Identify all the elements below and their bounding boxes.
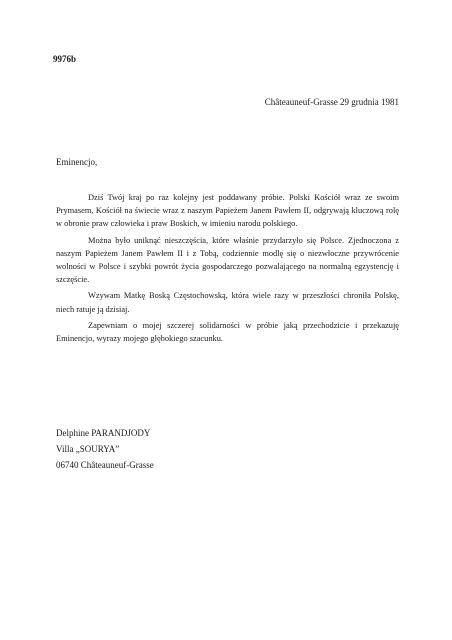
paragraph: Zapewniam o mojej szczerej solidarności w próbie jaką przechodzicie i przekazuję Eminencjo, wyrazy mojego głębokiego szacunku.: [56, 320, 399, 344]
salutation: Eminencjo,: [56, 157, 98, 167]
paragraph: Można było uniknąć nieszczęścia, które właśnie przydarzyło się Polsce. Zjednoczona z naszym Papieżem Janem Pawłem II i z Tobą, codziennie modlę się o niezwłoczne przywrócenie wolności w Polsce i szybki powrót życia gospodarczego pozwalającego na normalną egzystencję i szczęście.: [56, 235, 399, 285]
place-and-date: Châteauneuf-Grasse 29 grudnia 1981: [264, 97, 399, 107]
letter-body: [56, 191, 399, 348]
document-reference: 9976b: [53, 54, 77, 64]
sender-villa: Villa „SOURYA”: [56, 444, 120, 454]
sender-name: Delphine PARANDJODY: [56, 428, 151, 438]
sender-address: 06740 Châteauneuf-Grasse: [56, 460, 154, 470]
paragraph: Dziś Twój kraj po raz kolejny jest poddawany próbie. Polski Kościół wraz ze swoim Prymasem, Kościół na świecie wraz z naszym Papieżem Janem Pawłem II, odgrywają kluczową rolę w obronie praw człowieka i praw Boskich, w imieniu narodu polskiego.: [56, 193, 399, 229]
paragraph: Wzywam Matkę Boską Częstochowską, która wiele razy w przeszłości chroniła Polskę, niech ratuje ją dzisiaj.: [56, 291, 399, 314]
signature-block: [56, 425, 154, 473]
